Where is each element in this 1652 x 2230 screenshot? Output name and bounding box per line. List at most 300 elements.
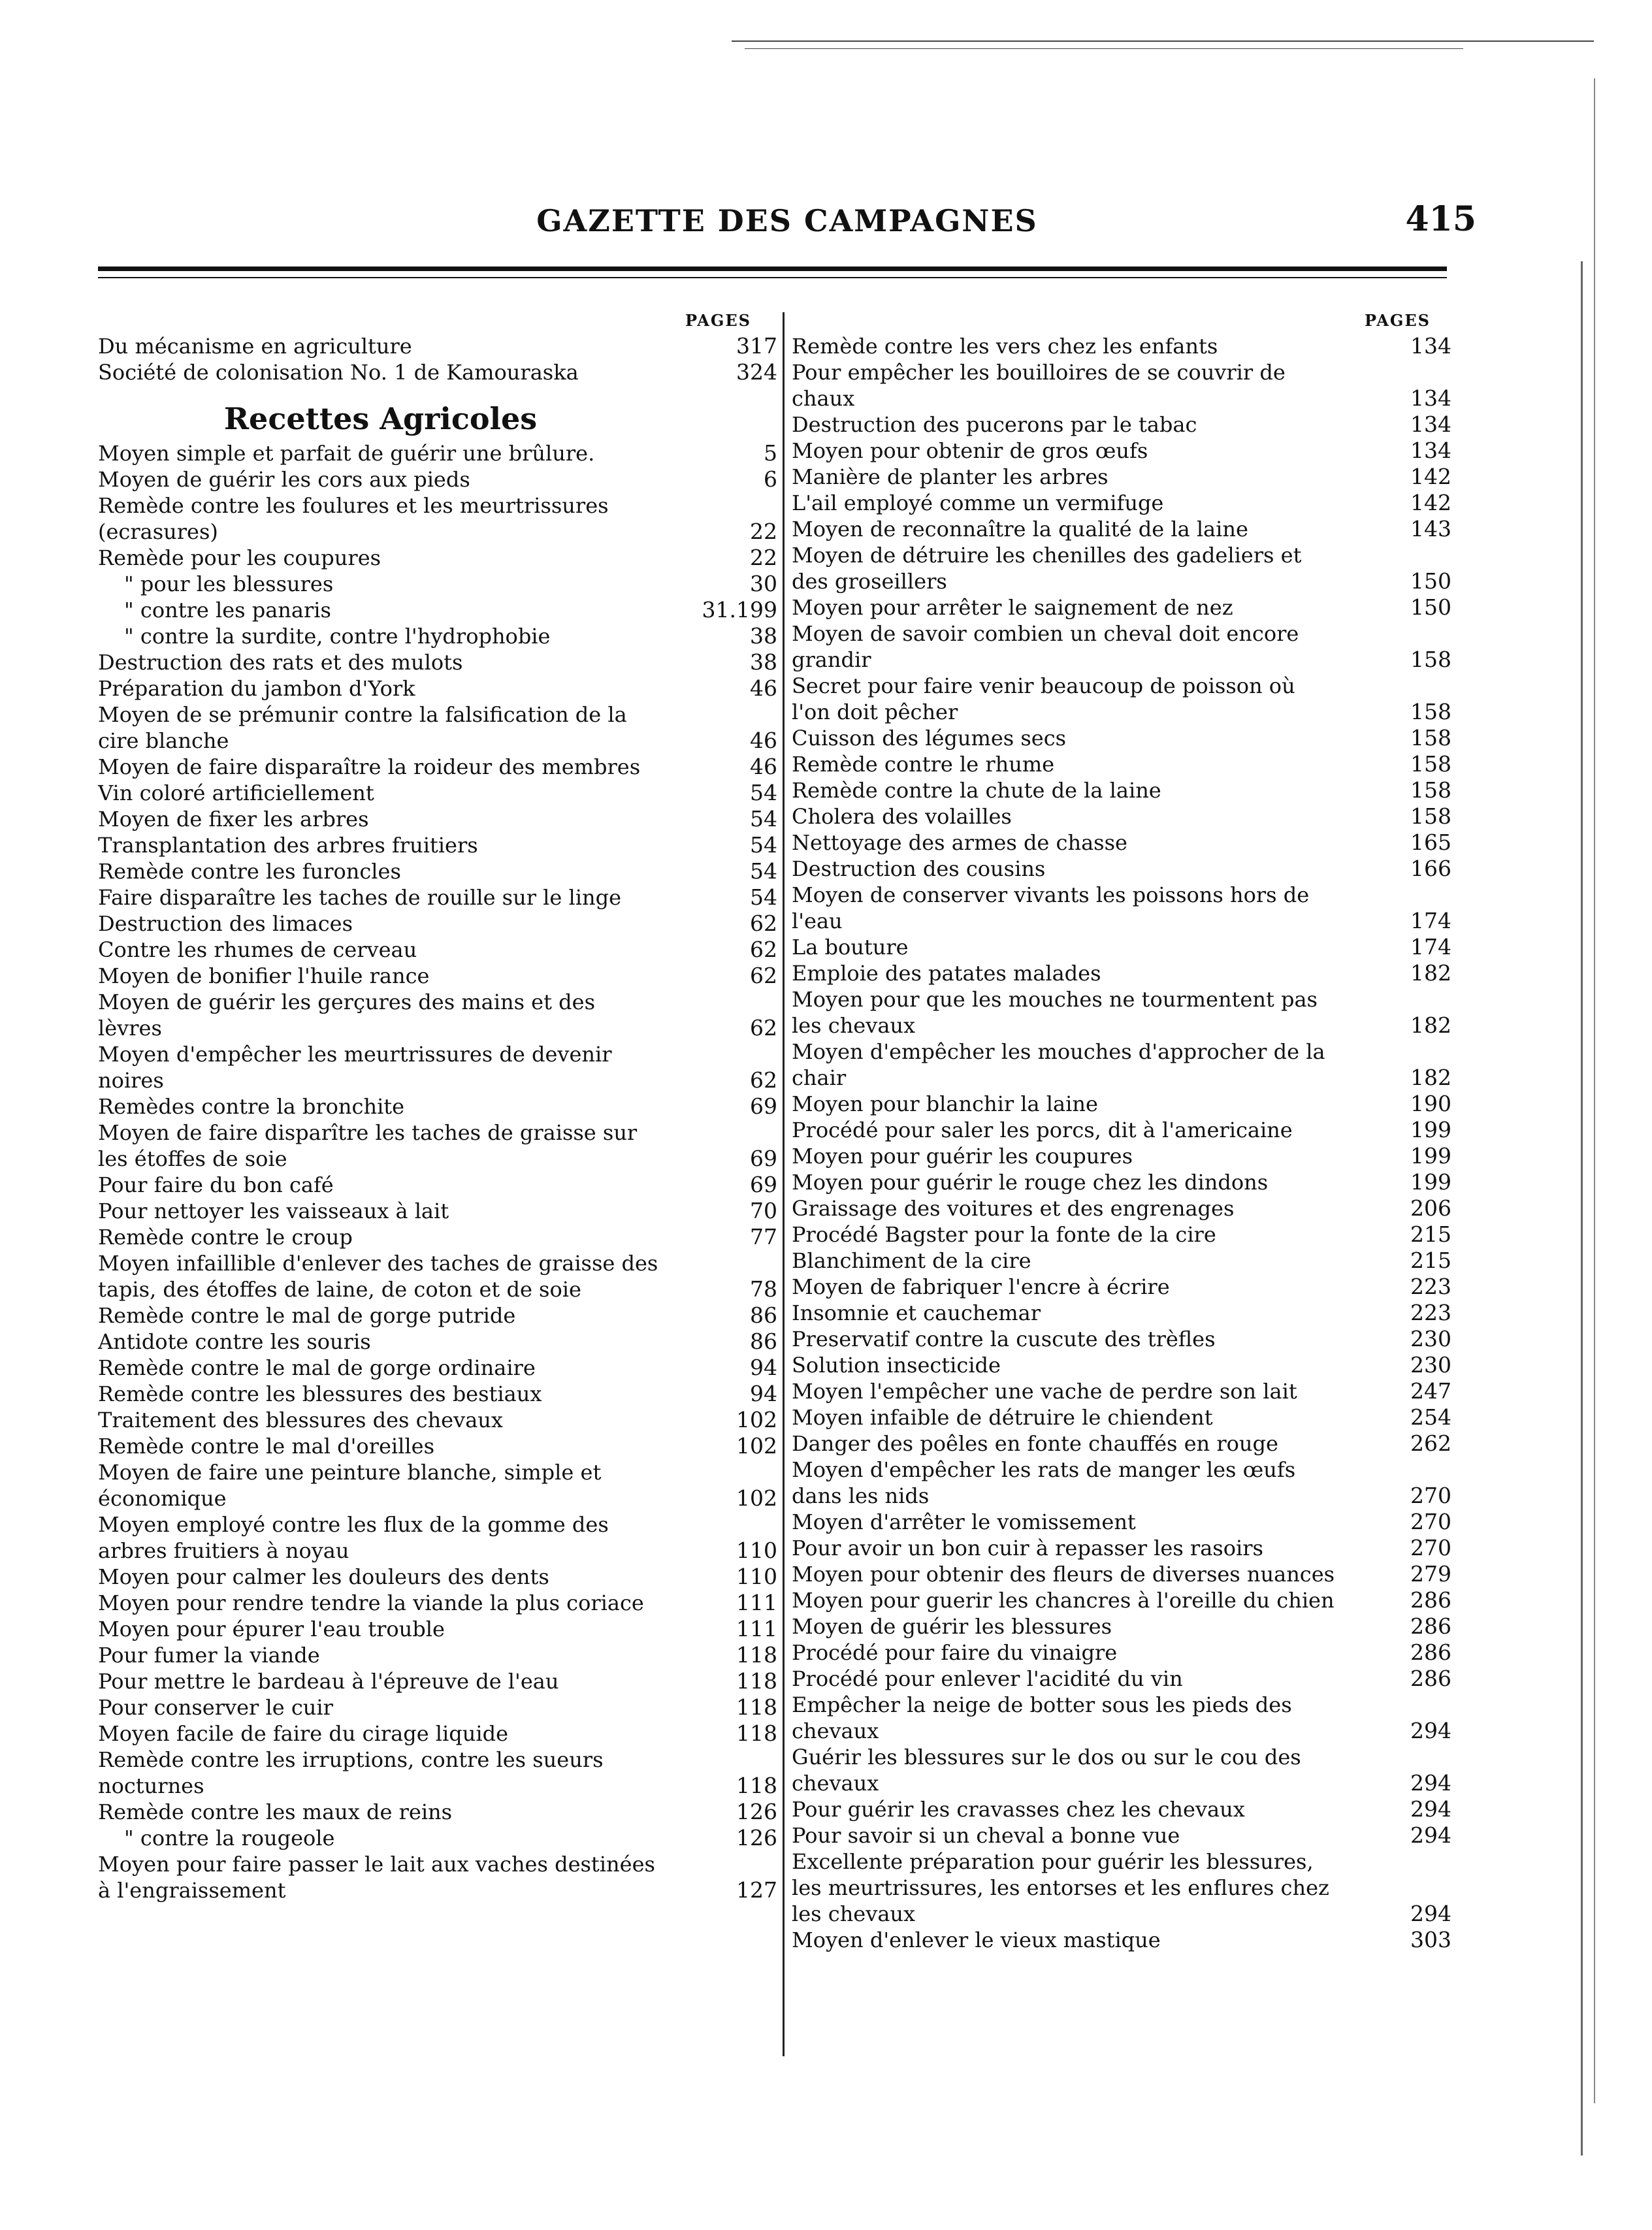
index-entry	[98, 1355, 777, 1381]
index-entry	[792, 751, 1451, 777]
index-entry	[98, 440, 777, 466]
index-entry	[98, 1721, 777, 1747]
entry-title: Preservatif contre la cuscute des trèfles	[792, 1327, 1216, 1351]
entry-page-number: 54	[750, 780, 777, 805]
index-entry	[792, 1169, 1451, 1195]
entry-page-number: 230	[1410, 1326, 1451, 1351]
entry-page-number: 150	[1410, 594, 1451, 620]
index-entry	[98, 1616, 777, 1642]
index-entry	[98, 623, 777, 649]
section-title: Recettes Agricoles	[223, 401, 538, 436]
entry-title: Cuisson des légumes secs	[792, 726, 1067, 751]
pages-column-label: PAGES	[1364, 311, 1431, 330]
entry-title: Moyen de guérir les gerçures des mains et des lèvres	[98, 990, 595, 1041]
index-entry	[98, 597, 777, 623]
index-entry	[792, 1091, 1451, 1117]
entry-page-number: 142	[1410, 490, 1451, 515]
entry-title: Destruction des limaces	[98, 911, 353, 936]
entry-page-number: 294	[1410, 1770, 1451, 1796]
entry-page-number: 215	[1410, 1248, 1451, 1273]
entry-page-number: 158	[1410, 803, 1451, 829]
entry-page-number: 270	[1410, 1483, 1451, 1508]
entry-page-number: 150	[1410, 568, 1451, 594]
entry-page-number: 166	[1410, 856, 1451, 881]
entry-page-number: 294	[1410, 1796, 1451, 1822]
entry-title: Emploie des patates malades	[792, 961, 1101, 986]
entry-title: " contre les panaris	[124, 598, 331, 622]
entry-title: Moyen de faire disparaître la roideur des membres	[98, 754, 641, 779]
entry-page-number: 286	[1410, 1613, 1451, 1639]
index-entry	[98, 884, 777, 911]
entry-title: Moyen d'empêcher les mouches d'approcher de la chair	[792, 1039, 1325, 1090]
entry-title: Excellente préparation pour guérir les blessures, les meurtrissures, les entorses et les enflures chez les chevaux	[792, 1849, 1329, 1926]
entry-page-number: 94	[750, 1355, 777, 1380]
entry-page-number: 158	[1410, 725, 1451, 751]
entry-title: La bouture	[792, 935, 909, 960]
index-entry	[98, 1459, 777, 1511]
index-entry	[792, 830, 1451, 856]
index-entry	[98, 545, 777, 571]
entry-page-number: 102	[736, 1433, 777, 1459]
entry-page-number: 111	[736, 1590, 777, 1615]
entry-page-number: 69	[750, 1146, 777, 1171]
entry-page-number: 31.199	[702, 597, 777, 622]
entry-title: Moyen de fixer les arbres	[98, 807, 369, 832]
index-entry	[792, 1535, 1451, 1561]
index-entry	[98, 675, 777, 702]
column-divider	[783, 312, 785, 2056]
entry-page-number: 174	[1410, 934, 1451, 960]
entry-title: Pour fumer la viande	[98, 1643, 320, 1668]
entry-page-number: 62	[750, 1015, 777, 1041]
index-entry	[98, 1825, 777, 1851]
entry-page-number: 54	[750, 832, 777, 858]
index-entry	[792, 934, 1451, 960]
entry-page-number: 158	[1410, 751, 1451, 777]
entry-title: Moyen pour guerir les chancres à l'oreille du chien	[792, 1588, 1335, 1613]
index-entry	[98, 1302, 777, 1329]
index-entry	[792, 333, 1451, 359]
entry-page-number: 286	[1410, 1666, 1451, 1691]
index-entry	[98, 1851, 777, 1903]
entry-title: Moyen pour épurer l'eau trouble	[98, 1617, 445, 1641]
entry-title: Moyen infaible de détruire le chiendent	[792, 1405, 1213, 1430]
index-entry	[792, 1796, 1451, 1822]
entry-page-number: 174	[1410, 908, 1451, 933]
index-list	[792, 333, 1451, 1953]
index-entry	[792, 621, 1451, 673]
scan-artifact-line	[732, 40, 1594, 42]
entry-title: Moyen facile de faire du cirage liquide	[98, 1721, 509, 1746]
entry-title: Moyen de savoir combien un cheval doit encore grandir	[792, 621, 1299, 672]
index-entry	[792, 464, 1451, 490]
entry-page-number: 199	[1410, 1143, 1451, 1169]
entry-page-number: 5	[764, 440, 777, 466]
entry-title: Destruction des rats et des mulots	[98, 650, 463, 675]
entry-page-number: 22	[750, 545, 777, 570]
entry-page-number: 110	[736, 1564, 777, 1589]
entry-title: Moyen de reconnaître la qualité de la laine	[792, 517, 1248, 541]
entry-page-number: 94	[750, 1381, 777, 1406]
entry-title: Moyen de fabriquer l'encre à écrire	[792, 1274, 1170, 1299]
pages-column-label: PAGES	[685, 311, 751, 330]
entry-title: Manière de planter les arbres	[792, 464, 1109, 489]
entry-title: Société de colonisation No. 1 de Kamouraska	[98, 360, 579, 385]
entry-page-number: 118	[736, 1694, 777, 1720]
entry-title: Moyen d'empêcher les meurtrissures de devenir noires	[98, 1042, 612, 1093]
entry-page-number: 158	[1410, 647, 1451, 672]
entry-page-number: 102	[736, 1407, 777, 1432]
entry-page-number: 46	[750, 675, 777, 701]
scan-artifact-line	[745, 48, 1463, 49]
entry-page-number: 134	[1410, 385, 1451, 411]
index-entry	[792, 1744, 1451, 1796]
index-entry	[792, 1561, 1451, 1587]
newspaper-title: GAZETTE DES CAMPAGNES	[536, 203, 1038, 238]
entry-title: Préparation du jambon d'York	[98, 676, 415, 701]
index-entry	[98, 1642, 777, 1668]
entry-page-number: 46	[750, 754, 777, 779]
index-entry	[792, 1326, 1451, 1352]
entry-title: Du mécanisme en agriculture	[98, 334, 412, 359]
index-entry	[98, 1172, 777, 1198]
entry-title: Remède contre le mal d'oreilles	[98, 1434, 434, 1459]
page-header	[98, 199, 1476, 245]
index-entry	[98, 1511, 777, 1564]
entry-page-number: 22	[750, 519, 777, 544]
entry-page-number: 111	[736, 1616, 777, 1641]
entry-title: Pour empêcher les bouilloires de se couvrir de chaux	[792, 360, 1286, 411]
entry-title: Moyen pour que les mouches ne tourmentent pas les chevaux	[792, 987, 1318, 1038]
entry-title: Moyen de se prémunir contre la falsification de la cire blanche	[98, 702, 627, 753]
index-entry	[792, 1352, 1451, 1378]
index-entry	[792, 490, 1451, 516]
index-entry	[98, 937, 777, 963]
entry-page-number: 62	[750, 937, 777, 962]
entry-title: Remède contre le rhume	[792, 752, 1055, 777]
index-list	[98, 333, 777, 385]
index-entry	[98, 911, 777, 937]
index-entry	[792, 1457, 1451, 1509]
index-entry	[792, 1248, 1451, 1274]
index-entry	[792, 725, 1451, 751]
index-entry	[792, 803, 1451, 830]
entry-title: Blanchiment de la cire	[792, 1248, 1031, 1273]
entry-page-number: 69	[750, 1172, 777, 1197]
entry-page-number: 62	[750, 963, 777, 988]
index-entry	[98, 1590, 777, 1616]
entry-title: Antidote contre les souris	[98, 1329, 371, 1354]
entry-title: Moyen pour guérir les coupures	[792, 1144, 1133, 1169]
index-entry	[792, 960, 1451, 986]
entry-title: Remède contre les furoncles	[98, 859, 401, 884]
entry-page-number: 134	[1410, 333, 1451, 359]
entry-title: Cholera des volailles	[792, 804, 1012, 829]
index-entry	[98, 1407, 777, 1433]
index-entry	[792, 1143, 1451, 1169]
entry-title: Moyen pour rendre tendre la viande la plus coriace	[98, 1591, 644, 1615]
index-entry	[98, 963, 777, 989]
entry-page-number: 270	[1410, 1509, 1451, 1534]
index-entry	[792, 1666, 1451, 1692]
entry-page-number: 54	[750, 884, 777, 910]
entry-page-number: 127	[736, 1877, 777, 1903]
entry-page-number: 324	[736, 359, 777, 385]
entry-title: Destruction des cousins	[792, 856, 1046, 881]
index-entry	[98, 832, 777, 858]
index-entry	[98, 1041, 777, 1093]
entry-title: Remèdes contre la bronchite	[98, 1094, 405, 1119]
index-entry	[792, 673, 1451, 725]
entry-title: Moyen de bonifier l'huile rance	[98, 963, 430, 988]
entry-title: Insomnie et cauchemar	[792, 1301, 1041, 1325]
index-entry	[98, 780, 777, 806]
index-entry	[792, 1117, 1451, 1143]
entry-page-number: 62	[750, 911, 777, 936]
entry-title: Remède pour les coupures	[98, 545, 381, 570]
index-entry	[792, 1927, 1451, 1953]
entry-title: Moyen pour faire passer le lait aux vaches destinées à l'engraissement	[98, 1852, 655, 1903]
entry-title: Transplantation des arbres fruitiers	[98, 833, 478, 858]
entry-title: L'ail employé comme un vermifuge	[792, 491, 1164, 515]
index-entry	[792, 542, 1451, 594]
entry-title: Moyen simple et parfait de guérir une brûlure.	[98, 441, 595, 466]
index-entry	[792, 516, 1451, 542]
entry-page-number: 270	[1410, 1535, 1451, 1560]
index-entry	[792, 594, 1451, 621]
index-entry	[98, 359, 777, 385]
entry-title: Traitement des blessures des chevaux	[98, 1408, 503, 1432]
entry-page-number: 134	[1410, 412, 1451, 437]
entry-page-number: 303	[1410, 1927, 1451, 1952]
index-entry	[98, 1250, 777, 1302]
entry-page-number: 38	[750, 623, 777, 649]
index-entry	[792, 359, 1451, 412]
entry-title: Moyen l'empêcher une vache de perdre son lait	[792, 1379, 1297, 1404]
entry-title: Remède contre la chute de la laine	[792, 778, 1161, 803]
scan-artifact-edge	[1581, 261, 1583, 2156]
entry-page-number: 223	[1410, 1274, 1451, 1299]
entry-page-number: 294	[1410, 1901, 1451, 1926]
header-rule	[98, 267, 1447, 271]
index-entry	[792, 1404, 1451, 1430]
entry-title: Moyen de faire une peinture blanche, simple et économique	[98, 1460, 602, 1511]
entry-page-number: 86	[750, 1302, 777, 1328]
header-rule-thin	[98, 277, 1447, 278]
index-entry	[98, 1329, 777, 1355]
entry-page-number: 54	[750, 858, 777, 884]
entry-page-number: 134	[1410, 438, 1451, 463]
entry-title: Remède contre les vers chez les enfants	[792, 334, 1218, 359]
index-entry	[792, 856, 1451, 882]
entry-title: Empêcher la neige de botter sous les pieds des chevaux	[792, 1692, 1292, 1743]
entry-page-number: 158	[1410, 777, 1451, 803]
index-entry	[98, 989, 777, 1041]
entry-page-number: 230	[1410, 1352, 1451, 1378]
entry-page-number: 69	[750, 1093, 777, 1119]
entry-page-number: 78	[750, 1276, 777, 1302]
entry-page-number: 279	[1410, 1561, 1451, 1587]
index-entry	[792, 1378, 1451, 1404]
entry-title: Moyen de détruire les chenilles des gadeliers et des groseillers	[792, 543, 1302, 594]
entry-title: Remède contre les foulures et les meurtrissures (ecrasures)	[98, 493, 609, 544]
entry-title: Moyen pour blanchir la laine	[792, 1091, 1098, 1116]
entry-page-number: 46	[750, 728, 777, 753]
index-entry	[98, 571, 777, 597]
index-entry	[792, 412, 1451, 438]
entry-title: Pour avoir un bon cuir à repasser les rasoirs	[792, 1536, 1263, 1560]
entry-title: Danger des poêles en fonte chauffés en rouge	[792, 1431, 1278, 1456]
entry-title: Moyen pour obtenir des fleurs de diverses nuances	[792, 1562, 1335, 1587]
index-entry	[792, 882, 1451, 934]
entry-page-number: 182	[1410, 1065, 1451, 1090]
entry-title: Pour nettoyer les vaisseaux à lait	[98, 1199, 449, 1223]
index-entry	[98, 858, 777, 884]
entry-page-number: 142	[1410, 464, 1451, 489]
index-entry	[792, 1849, 1451, 1927]
index-entry	[98, 649, 777, 675]
page-number: 415	[1405, 199, 1476, 239]
index-entry	[792, 1039, 1451, 1091]
entry-title: Moyen de faire disparître les taches de graisse sur les étoffes de soie	[98, 1120, 638, 1171]
entry-title: Moyen de guérir les cors aux pieds	[98, 467, 470, 492]
entry-page-number: 294	[1410, 1718, 1451, 1743]
index-list	[98, 440, 777, 1903]
entry-title: Secret pour faire venir beaucoup de poisson où l'on doit pêcher	[792, 673, 1295, 724]
index-entry	[98, 1120, 777, 1172]
entry-title: Pour conserver le cuir	[98, 1695, 333, 1720]
entry-title: Moyen pour obtenir de gros œufs	[792, 438, 1148, 463]
index-entry	[98, 333, 777, 359]
entry-title: Destruction des pucerons par le tabac	[792, 412, 1197, 437]
entry-page-number: 247	[1410, 1378, 1451, 1404]
entry-title: Pour savoir si un cheval a bonne vue	[792, 1823, 1180, 1848]
entry-title: Remède contre le croup	[98, 1225, 353, 1250]
entry-title: Moyen d'arrêter le vomissement	[792, 1510, 1136, 1534]
entry-page-number: 38	[750, 649, 777, 675]
entry-title: Vin coloré artificiellement	[98, 781, 374, 805]
entry-page-number: 286	[1410, 1587, 1451, 1613]
index-entry	[792, 1587, 1451, 1613]
entry-page-number: 118	[736, 1773, 777, 1798]
entry-page-number: 262	[1410, 1430, 1451, 1456]
entry-page-number: 199	[1410, 1169, 1451, 1195]
entry-page-number: 6	[764, 466, 777, 492]
index-entry	[98, 1381, 777, 1407]
entry-title: Nettoyage des armes de chasse	[792, 830, 1127, 855]
entry-title: Moyen de guérir les blessures	[792, 1614, 1112, 1639]
entry-page-number: 30	[750, 571, 777, 596]
entry-title: Guérir les blessures sur le dos ou sur le cou des chevaux	[792, 1745, 1301, 1796]
entry-page-number: 158	[1410, 699, 1451, 724]
entry-title: Remède contre les blessures des bestiaux	[98, 1382, 542, 1406]
entry-title: Faire disparaître les taches de rouille sur le linge	[98, 885, 622, 910]
index-entry	[98, 1433, 777, 1459]
index-entry	[792, 1430, 1451, 1457]
index-entry	[792, 777, 1451, 803]
entry-page-number: 215	[1410, 1221, 1451, 1247]
index-entry	[98, 1198, 777, 1224]
entry-title: Contre les rhumes de cerveau	[98, 937, 417, 962]
entry-page-number: 70	[750, 1198, 777, 1223]
entry-title: Procédé pour saler les porcs, dit à l'americaine	[792, 1118, 1293, 1142]
entry-title: Moyen infaillible d'enlever des taches de graisse des tapis, des étoffes de laine, de coton et de soie	[98, 1251, 658, 1302]
entry-page-number: 110	[736, 1538, 777, 1563]
scan-artifact-edge	[1594, 78, 1595, 2103]
index-entry	[792, 1613, 1451, 1640]
index-entry	[792, 986, 1451, 1039]
index-entry	[792, 1300, 1451, 1326]
entry-page-number: 223	[1410, 1300, 1451, 1325]
entry-title: Remède contre les irruptions, contre les sueurs nocturnes	[98, 1747, 604, 1798]
entry-page-number: 143	[1410, 516, 1451, 541]
entry-page-number: 165	[1410, 830, 1451, 855]
entry-title: Procédé Bagster pour la fonte de la cire	[792, 1222, 1216, 1247]
entry-title: Remède contre le mal de gorge putride	[98, 1303, 516, 1328]
entry-title: Moyen d'empêcher les rats de manger les œufs dans les nids	[792, 1457, 1296, 1508]
index-entry	[98, 466, 777, 493]
entry-title: " contre la surdite, contre l'hydrophobie	[124, 624, 551, 649]
entry-page-number: 118	[736, 1642, 777, 1668]
index-entry	[792, 1509, 1451, 1535]
entry-page-number: 190	[1410, 1091, 1451, 1116]
index-entry	[98, 1694, 777, 1721]
index-entry	[98, 1747, 777, 1799]
index-entry	[98, 1093, 777, 1120]
index-entry	[792, 1640, 1451, 1666]
right-column	[792, 307, 1451, 1953]
entry-page-number: 62	[750, 1067, 777, 1093]
left-column	[98, 307, 777, 1903]
index-entry	[98, 702, 777, 754]
entry-title: Moyen de conserver vivants les poissons hors de l'eau	[792, 882, 1310, 933]
entry-title: Procédé pour enlever l'acidité du vin	[792, 1666, 1183, 1691]
entry-page-number: 118	[736, 1721, 777, 1746]
index-entry	[792, 1822, 1451, 1849]
index-entry	[792, 1195, 1451, 1221]
entry-title: Remède contre les maux de reins	[98, 1800, 453, 1824]
index-entry	[98, 1224, 777, 1250]
entry-page-number: 206	[1410, 1195, 1451, 1221]
entry-title: Moyen employé contre les flux de la gomme des arbres fruitiers à noyau	[98, 1512, 609, 1563]
index-entry	[792, 438, 1451, 464]
entry-page-number: 77	[750, 1224, 777, 1250]
index-entry	[792, 1221, 1451, 1248]
entry-title: Pour guérir les cravasses chez les chevaux	[792, 1797, 1245, 1822]
entry-title: Moyen pour calmer les douleurs des dents	[98, 1564, 549, 1589]
index-entry	[792, 1692, 1451, 1744]
entry-page-number: 294	[1410, 1822, 1451, 1848]
entry-page-number: 254	[1410, 1404, 1451, 1430]
index-entry	[98, 806, 777, 832]
entry-page-number: 182	[1410, 1012, 1451, 1038]
entry-title: Remède contre le mal de gorge ordinaire	[98, 1355, 536, 1380]
entry-title: Pour faire du bon café	[98, 1172, 334, 1197]
entry-title: Solution insecticide	[792, 1353, 1001, 1378]
entry-title: Procédé pour faire du vinaigre	[792, 1640, 1118, 1665]
index-entry	[98, 1799, 777, 1825]
entry-title: Moyen pour arrêter le saignement de nez	[792, 595, 1233, 620]
entry-page-number: 199	[1410, 1117, 1451, 1142]
entry-page-number: 118	[736, 1668, 777, 1694]
entry-title: " contre la rougeole	[124, 1826, 335, 1850]
entry-page-number: 317	[736, 333, 777, 359]
entry-title: Moyen d'enlever le vieux mastique	[792, 1928, 1161, 1952]
entry-page-number: 126	[736, 1825, 777, 1850]
entry-page-number: 54	[750, 806, 777, 832]
index-entry	[98, 1668, 777, 1694]
entry-page-number: 182	[1410, 960, 1451, 986]
